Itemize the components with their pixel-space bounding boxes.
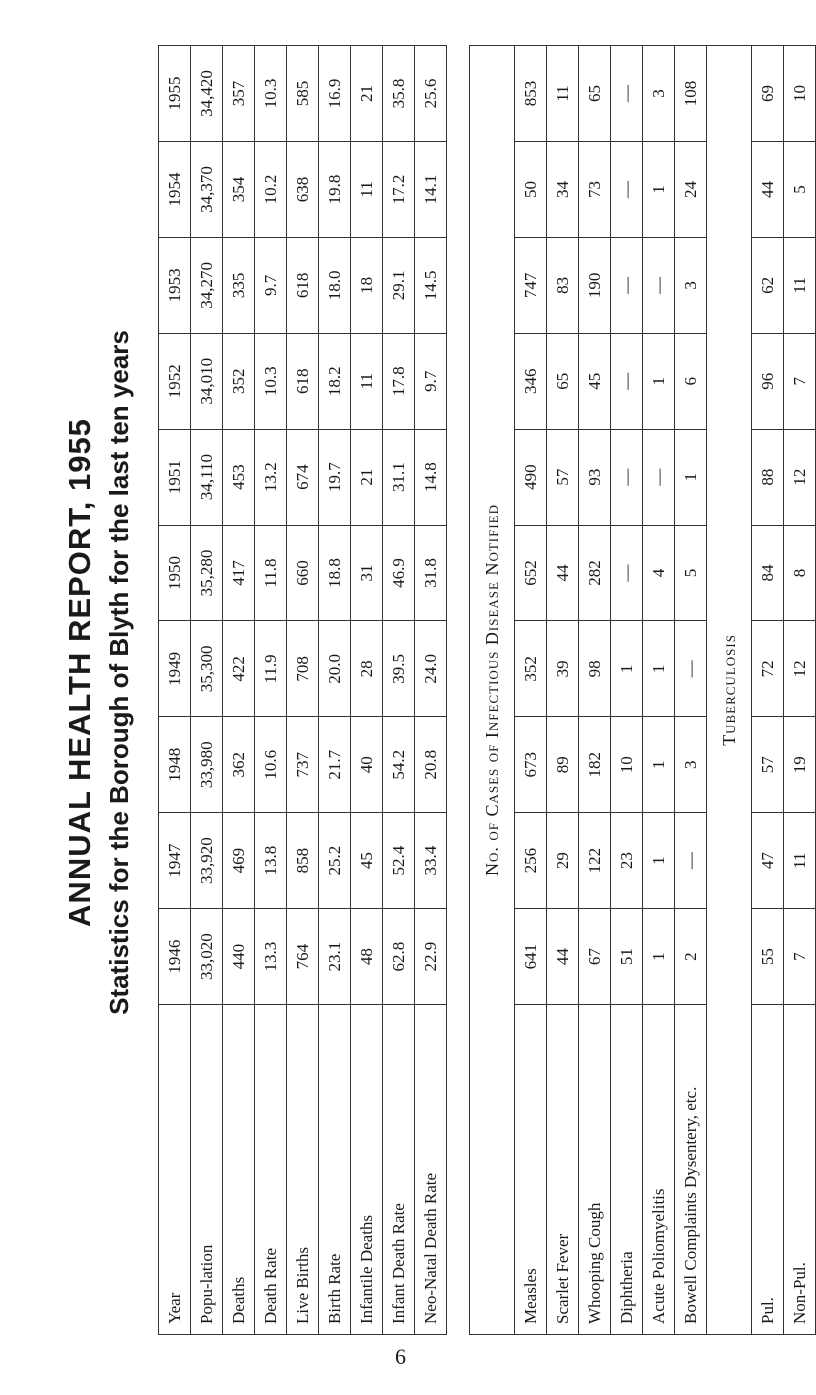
table-cell: 21 [351, 429, 383, 525]
table-cell: 641 [515, 909, 547, 1005]
table-cell: 33,920 [191, 813, 223, 909]
table-cell: 83 [547, 237, 579, 333]
table-cell: 6 [675, 333, 707, 429]
table-cell: 1 [643, 717, 675, 813]
table-cell: 35,280 [191, 525, 223, 621]
table-cell: 21 [351, 46, 383, 142]
table-cell: 19.7 [319, 429, 351, 525]
row-infectious-0-label: Measles [515, 1005, 547, 1335]
table-cell: 747 [515, 237, 547, 333]
year-cell: 1954 [159, 141, 191, 237]
row-tuberculosis-0-label: Pul. [752, 1005, 784, 1335]
row-population-label: Popu-lation [191, 1005, 223, 1335]
row-infectious-4-label: Acute Poliomyelitis [643, 1005, 675, 1335]
table-cell: 29.1 [383, 237, 415, 333]
table-cell: 362 [223, 717, 255, 813]
table-cell: 11 [784, 237, 816, 333]
table-cell: 13.2 [255, 429, 287, 525]
table-cell: 25.6 [415, 46, 447, 142]
table-cell: 5 [784, 141, 816, 237]
table-cell: 14.5 [415, 237, 447, 333]
table-cell: 7 [784, 909, 816, 1005]
table-cell: 14.8 [415, 429, 447, 525]
table-cell: 11.9 [255, 621, 287, 717]
table-cell: 21.7 [319, 717, 351, 813]
table-cell: 16.9 [319, 46, 351, 142]
table-cell: 357 [223, 46, 255, 142]
table-cell: 28 [351, 621, 383, 717]
year-label: Year [159, 1005, 191, 1335]
table-cell: 638 [287, 141, 319, 237]
table-cell: 618 [287, 237, 319, 333]
table-cell: 65 [547, 333, 579, 429]
row-neonatal-death-rate [415, 46, 447, 1335]
table-cell: 190 [579, 237, 611, 333]
table-cell: — [611, 525, 643, 621]
year-cell: 1948 [159, 717, 191, 813]
table-cell: — [643, 237, 675, 333]
table-cell: 39 [547, 621, 579, 717]
table-cell: 18.2 [319, 333, 351, 429]
table-cell: 417 [223, 525, 255, 621]
table-cell: 256 [515, 813, 547, 909]
table-cell: 1 [675, 429, 707, 525]
year-cell: 1952 [159, 333, 191, 429]
table-cell: 7 [784, 333, 816, 429]
table-cell: — [611, 429, 643, 525]
table-cell: 9.7 [255, 237, 287, 333]
table-cell: 48 [351, 909, 383, 1005]
row-infectious-0 [515, 46, 547, 1335]
table-cell: 10.6 [255, 717, 287, 813]
table-cell: 69 [752, 46, 784, 142]
table-cell: 422 [223, 621, 255, 717]
row-neonatal-death-rate-label: Neo-Natal Death Rate [415, 1005, 447, 1335]
row-infant-death-rate [383, 46, 415, 1335]
table-cell: — [675, 813, 707, 909]
table-cell: 182 [579, 717, 611, 813]
table-cell: 45 [351, 813, 383, 909]
row-infectious-1-label: Scarlet Fever [547, 1005, 579, 1335]
table-cell: 17.2 [383, 141, 415, 237]
row-infant-death-rate-label: Infant Death Rate [383, 1005, 415, 1335]
tuberculosis-heading: Tuberculosis [707, 46, 752, 1335]
row-tuberculosis-1 [784, 46, 816, 1335]
row-death-rate [255, 46, 287, 1335]
table-cell: 674 [287, 429, 319, 525]
year-cell: 1947 [159, 813, 191, 909]
table-cell: 31.1 [383, 429, 415, 525]
table-cell: 34,420 [191, 46, 223, 142]
row-infectious-1 [547, 46, 579, 1335]
table-cell: 35.8 [383, 46, 415, 142]
table-cell: 858 [287, 813, 319, 909]
table-cell: 31.8 [415, 525, 447, 621]
row-infectious-5 [675, 46, 707, 1335]
table-cell: 1 [643, 141, 675, 237]
table-cell: 96 [752, 333, 784, 429]
table-cell: 40 [351, 717, 383, 813]
table-cell: 13.8 [255, 813, 287, 909]
table-cell: 10.2 [255, 141, 287, 237]
row-deaths [223, 46, 255, 1335]
year-cell: 1949 [159, 621, 191, 717]
table-cell: 57 [547, 429, 579, 525]
table-cell: 44 [547, 525, 579, 621]
table-cell: 3 [675, 237, 707, 333]
table-cell: 20.0 [319, 621, 351, 717]
table-cell: 660 [287, 525, 319, 621]
table-cell: 4 [643, 525, 675, 621]
table-cell: 585 [287, 46, 319, 142]
table-cell: 108 [675, 46, 707, 142]
table-cell: 13.3 [255, 909, 287, 1005]
page-title: ANNUAL HEALTH REPORT, 1955 [62, 418, 97, 927]
table-cell: 11.8 [255, 525, 287, 621]
table-cell: 24.0 [415, 621, 447, 717]
table-cell: — [675, 621, 707, 717]
spacer-cell [447, 46, 470, 1335]
table-cell: 54.2 [383, 717, 415, 813]
table-cell: 35,300 [191, 621, 223, 717]
row-live-births-label: Live Births [287, 1005, 319, 1335]
table-cell: 352 [223, 333, 255, 429]
table-cell: 11 [784, 813, 816, 909]
table-cell: 335 [223, 237, 255, 333]
table-cell: 3 [643, 46, 675, 142]
page-subtitle: Statistics for the Borough of Blyth for the last ten years [104, 330, 134, 1015]
row-birth-rate [319, 46, 351, 1335]
table-cell: 31 [351, 525, 383, 621]
table-cell: 1 [643, 621, 675, 717]
year-cell: 1946 [159, 909, 191, 1005]
table-cell: 853 [515, 46, 547, 142]
table-cell: 29 [547, 813, 579, 909]
table-cell: 10.3 [255, 46, 287, 142]
table-cell: 23 [611, 813, 643, 909]
year-cell: 1950 [159, 525, 191, 621]
row-infectious-3-label: Diphtheria [611, 1005, 643, 1335]
table-cell: 33,980 [191, 717, 223, 813]
table-cell: 34,110 [191, 429, 223, 525]
row-infectious-2 [579, 46, 611, 1335]
row-death-rate-label: Death Rate [255, 1005, 287, 1335]
table-cell: 57 [752, 717, 784, 813]
table-cell: 737 [287, 717, 319, 813]
table-cell: 18 [351, 237, 383, 333]
row-infectious-4 [643, 46, 675, 1335]
infectious-heading-row [470, 46, 515, 1335]
table-cell: 34 [547, 141, 579, 237]
table-cell: 490 [515, 429, 547, 525]
table-cell: 14.1 [415, 141, 447, 237]
row-tuberculosis-1-label: Non-Pul. [784, 1005, 816, 1335]
table-cell: 282 [579, 525, 611, 621]
table-cell: 9.7 [415, 333, 447, 429]
table-cell: 12 [784, 429, 816, 525]
row-population [191, 46, 223, 1335]
table-cell: 346 [515, 333, 547, 429]
table-cell: 88 [752, 429, 784, 525]
table-cell: 25.2 [319, 813, 351, 909]
table-cell: 11 [351, 141, 383, 237]
table-cell: 2 [675, 909, 707, 1005]
table-cell: 1 [611, 621, 643, 717]
table-cell: 39.5 [383, 621, 415, 717]
statistics-table [158, 45, 816, 1335]
row-deaths-label: Deaths [223, 1005, 255, 1335]
row-infectious-2-label: Whooping Cough [579, 1005, 611, 1335]
table-cell: 24 [675, 141, 707, 237]
table-cell: 10.3 [255, 333, 287, 429]
table-cell: 10 [784, 46, 816, 142]
table-cell: 67 [579, 909, 611, 1005]
table-cell: 84 [752, 525, 784, 621]
table-cell: 17.8 [383, 333, 415, 429]
table-cell: 52.4 [383, 813, 415, 909]
table-cell: 23.1 [319, 909, 351, 1005]
table-cell: 44 [547, 909, 579, 1005]
table-cell: 89 [547, 717, 579, 813]
row-birth-rate-label: Birth Rate [319, 1005, 351, 1335]
table-cell: 45 [579, 333, 611, 429]
page-number: 6 [395, 1344, 406, 1369]
table-cell: — [611, 237, 643, 333]
row-infectious-3 [611, 46, 643, 1335]
table-cell: 11 [351, 333, 383, 429]
row-infantile-deaths-label: Infantile Deaths [351, 1005, 383, 1335]
table-cell: 12 [784, 621, 816, 717]
table-spacer [447, 46, 470, 1335]
table-cell: 72 [752, 621, 784, 717]
table-cell: 618 [287, 333, 319, 429]
table-cell: 51 [611, 909, 643, 1005]
table-cell: 18.0 [319, 237, 351, 333]
table-cell: 73 [579, 141, 611, 237]
table-cell: — [611, 141, 643, 237]
table-cell: 55 [752, 909, 784, 1005]
table-cell: — [611, 46, 643, 142]
table-cell: 5 [675, 525, 707, 621]
year-cell: 1953 [159, 237, 191, 333]
table-cell: 10 [611, 717, 643, 813]
table-cell: 47 [752, 813, 784, 909]
table-cell: 11 [547, 46, 579, 142]
table-cell: 33.4 [415, 813, 447, 909]
table-cell: 652 [515, 525, 547, 621]
infectious-heading: No. of Cases of Infectious Disease Notified [470, 46, 515, 1335]
table-cell: 1 [643, 333, 675, 429]
table-cell: 18.8 [319, 525, 351, 621]
table-cell: 34,370 [191, 141, 223, 237]
table-cell: 469 [223, 813, 255, 909]
year-cell: 1955 [159, 46, 191, 142]
table-cell: 764 [287, 909, 319, 1005]
table-cell: 62.8 [383, 909, 415, 1005]
table-cell: 98 [579, 621, 611, 717]
table-cell: 440 [223, 909, 255, 1005]
table-cell: 354 [223, 141, 255, 237]
table-cell: 122 [579, 813, 611, 909]
year-row [159, 46, 191, 1335]
table-cell: 708 [287, 621, 319, 717]
table-cell: 34,270 [191, 237, 223, 333]
year-cell: 1951 [159, 429, 191, 525]
table-cell: 22.9 [415, 909, 447, 1005]
table-cell: 62 [752, 237, 784, 333]
table-cell: 19.8 [319, 141, 351, 237]
table-cell: 352 [515, 621, 547, 717]
table-cell: 34,010 [191, 333, 223, 429]
table-cell: 3 [675, 717, 707, 813]
table-cell: 453 [223, 429, 255, 525]
table-cell: 673 [515, 717, 547, 813]
table-cell: — [643, 429, 675, 525]
row-infectious-5-label: Bowell Complaints Dysentery, etc. [675, 1005, 707, 1335]
table-cell: 1 [643, 909, 675, 1005]
table-cell: 93 [579, 429, 611, 525]
table-cell: 1 [643, 813, 675, 909]
table-cell: 44 [752, 141, 784, 237]
row-tuberculosis-0 [752, 46, 784, 1335]
table-cell: 50 [515, 141, 547, 237]
tuberculosis-heading-row [707, 46, 752, 1335]
table-cell: 65 [579, 46, 611, 142]
table-cell: 46.9 [383, 525, 415, 621]
table-cell: 8 [784, 525, 816, 621]
table-cell: 19 [784, 717, 816, 813]
table-cell: 33,020 [191, 909, 223, 1005]
table-cell: 20.8 [415, 717, 447, 813]
row-infantile-deaths [351, 46, 383, 1335]
row-live-births [287, 46, 319, 1335]
table-cell: — [611, 333, 643, 429]
